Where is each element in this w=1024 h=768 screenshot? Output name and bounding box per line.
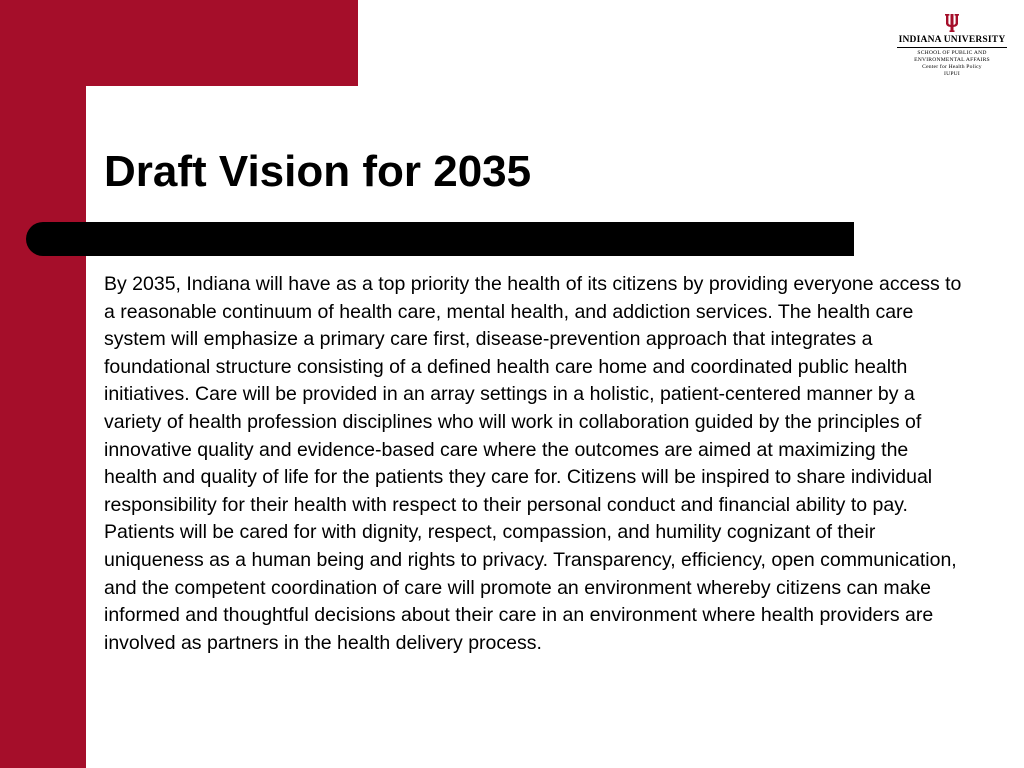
- logo-center-name: Center for Health Policy: [922, 64, 982, 70]
- iu-trident-icon: [945, 14, 959, 32]
- logo-university-name: INDIANA UNIVERSITY: [898, 35, 1006, 45]
- top-red-band: [0, 0, 358, 86]
- title-rule-bar: [26, 222, 854, 256]
- logo-divider: [897, 47, 1007, 48]
- left-red-band: [0, 0, 86, 768]
- logo-campus: IUPUI: [944, 71, 960, 77]
- indiana-university-logo: [892, 14, 1012, 88]
- logo-school-line-2: ENVIRONMENTAL AFFAIRS: [914, 57, 990, 63]
- vision-paragraph: By 2035, Indiana will have as a top priority the health of its citizens by providing everyone access to a reasonable continuum of health care, mental health, and addiction services. The health care system will emphasize a primary care first, disease-prevention approach that integrates a foundational structure consisting of a defined health care home and coordinated public health initiatives. Care will be provided in an array settings in a holistic, patient-centered manner by a variety of health profession disciplines who will work in collaboration guided by the principles of innovative quality and evidence-based care where the outcomes are aimed at maximizing the health and quality of life for the patients they care for. Citizens will be inspired to share individual responsibility for their health with respect to their personal conduct and financial ability to pay. Patients will be cared for with dignity, respect, compassion, and humility cognizant of their uniqueness as a human being and rights to privacy. Transparency, efficiency, open communication, and the competent coordination of care will promote an environment whereby citizens can make informed and thoughtful decisions about their care in an environment where health providers are involved as partners in the health delivery process.: [104, 273, 962, 654]
- logo-school-line-1: SCHOOL OF PUBLIC AND: [917, 50, 987, 56]
- slide-title: Draft Vision for 2035: [104, 147, 532, 196]
